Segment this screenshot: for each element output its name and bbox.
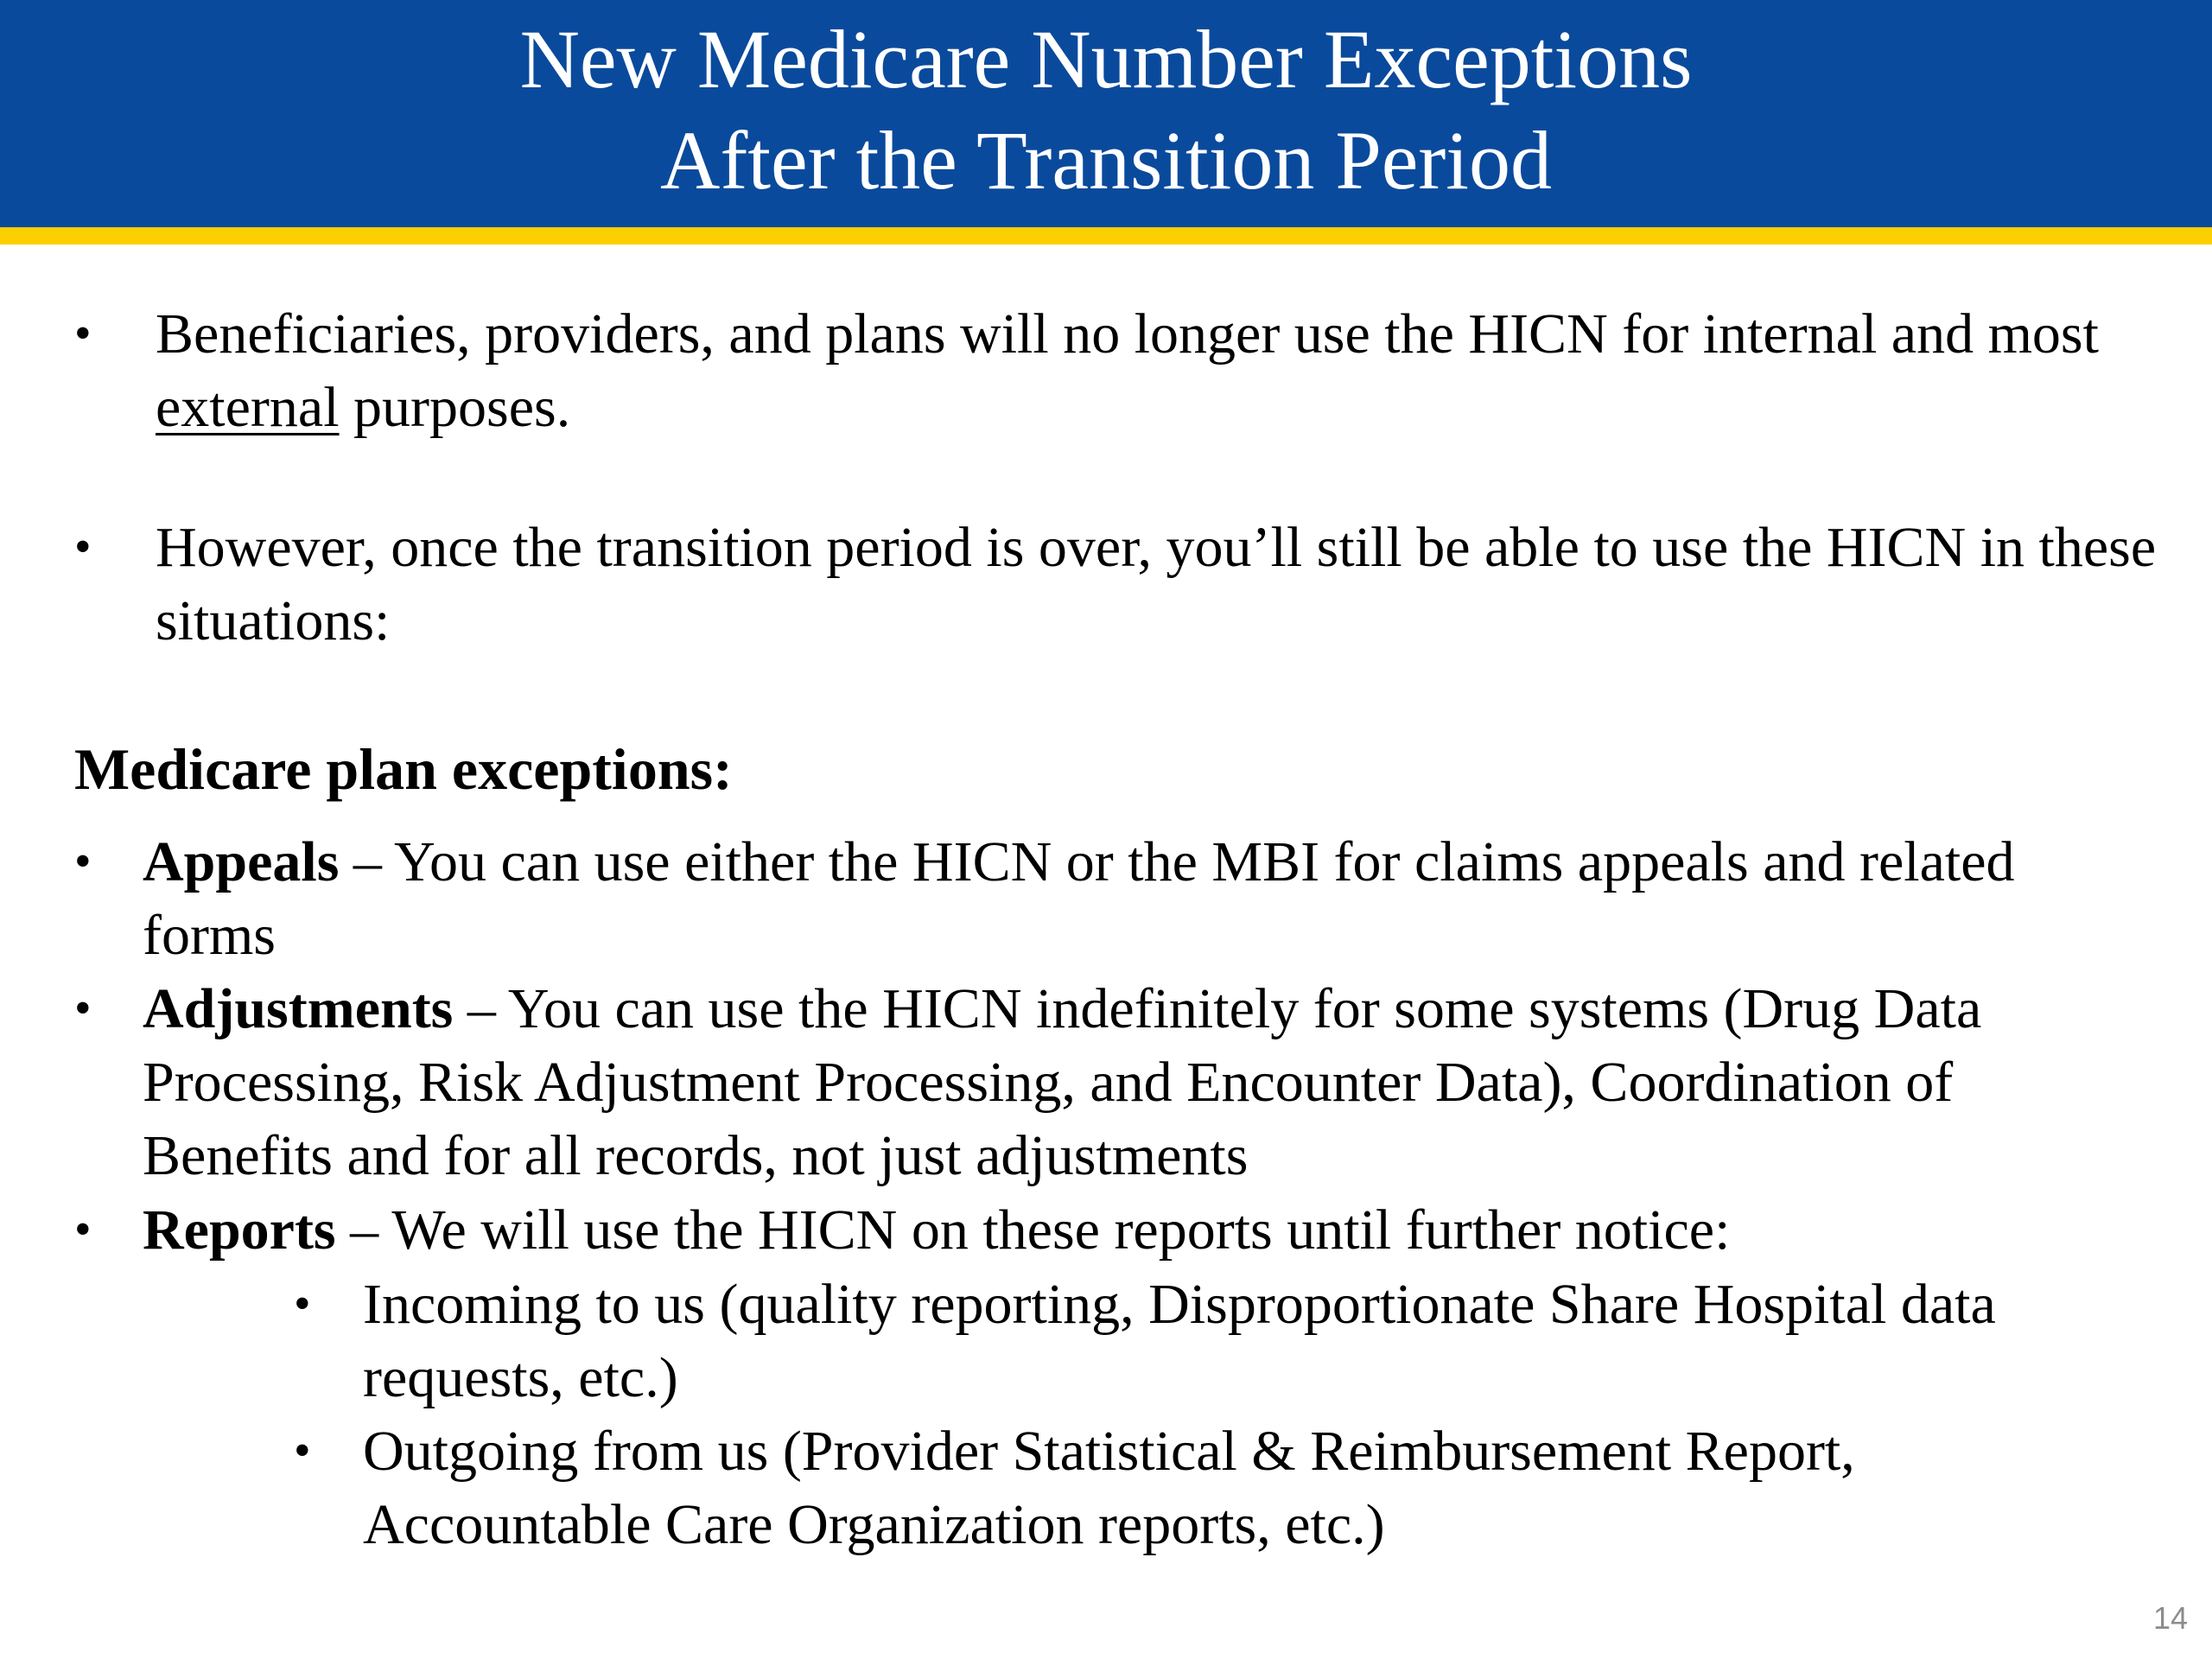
report-sub-item-outgoing: Outgoing from us (Provider Statistical & Reimbursement Report, Accountable Care Organization reports, etc.) bbox=[363, 1420, 1855, 1556]
bullet-1-text-end: purposes. bbox=[339, 376, 571, 439]
bullet-paragraph-1 bbox=[156, 297, 2160, 444]
slide-title bbox=[0, 9, 2212, 211]
slide-title-line-1: New Medicare Number Exceptions bbox=[519, 13, 1693, 105]
report-sub-item-incoming: Incoming to us (quality reporting, Disproportionate Share Hospital data requests, etc.) bbox=[363, 1273, 1996, 1409]
slide-title-line-2: After the Transition Period bbox=[660, 114, 1552, 207]
page-number: 14 bbox=[2152, 1600, 2188, 1636]
sub-bullet-marker: • bbox=[294, 1277, 311, 1331]
bullet-marker: • bbox=[74, 982, 92, 1035]
bullet-1-text: Beneficiaries, providers, and plans will no longer use the HICN for internal and most bbox=[156, 302, 2099, 365]
exception-label: Adjustments bbox=[143, 977, 454, 1040]
bullet-paragraph-2 bbox=[156, 511, 2160, 658]
bullet-marker: • bbox=[74, 307, 92, 360]
bullet-marker: • bbox=[74, 520, 92, 574]
exception-text: – We will use the HICN on these reports until further notice: bbox=[335, 1198, 1731, 1262]
exception-item-appeals bbox=[143, 825, 2156, 972]
exception-label: Appeals bbox=[143, 830, 340, 893]
bullet-marker: • bbox=[74, 1203, 92, 1256]
exception-item-adjustments bbox=[143, 972, 2156, 1192]
exception-text: – You can use the HICN indefinitely for some systems (Drug Data Processing, Risk Adjustment Processing, and Encounter Data), Coordination of Benefits and for all records, not just adjustments bbox=[143, 977, 1982, 1187]
title-banner-stripe bbox=[0, 227, 2212, 245]
section-heading: Medicare plan exceptions: bbox=[74, 736, 733, 802]
exception-text: – You can use either the HICN or the MBI for claims appeals and related forms bbox=[143, 830, 2015, 967]
exception-item-reports bbox=[143, 1193, 2156, 1267]
bullet-2-text: However, once the transition period is over, you’ll still be able to use the HICN in these situations: bbox=[156, 516, 2157, 652]
bullet-marker: • bbox=[74, 835, 92, 888]
sub-bullet-marker: • bbox=[294, 1424, 311, 1478]
exception-label: Reports bbox=[143, 1198, 336, 1262]
bullet-1-underlined-word: external bbox=[156, 376, 340, 439]
